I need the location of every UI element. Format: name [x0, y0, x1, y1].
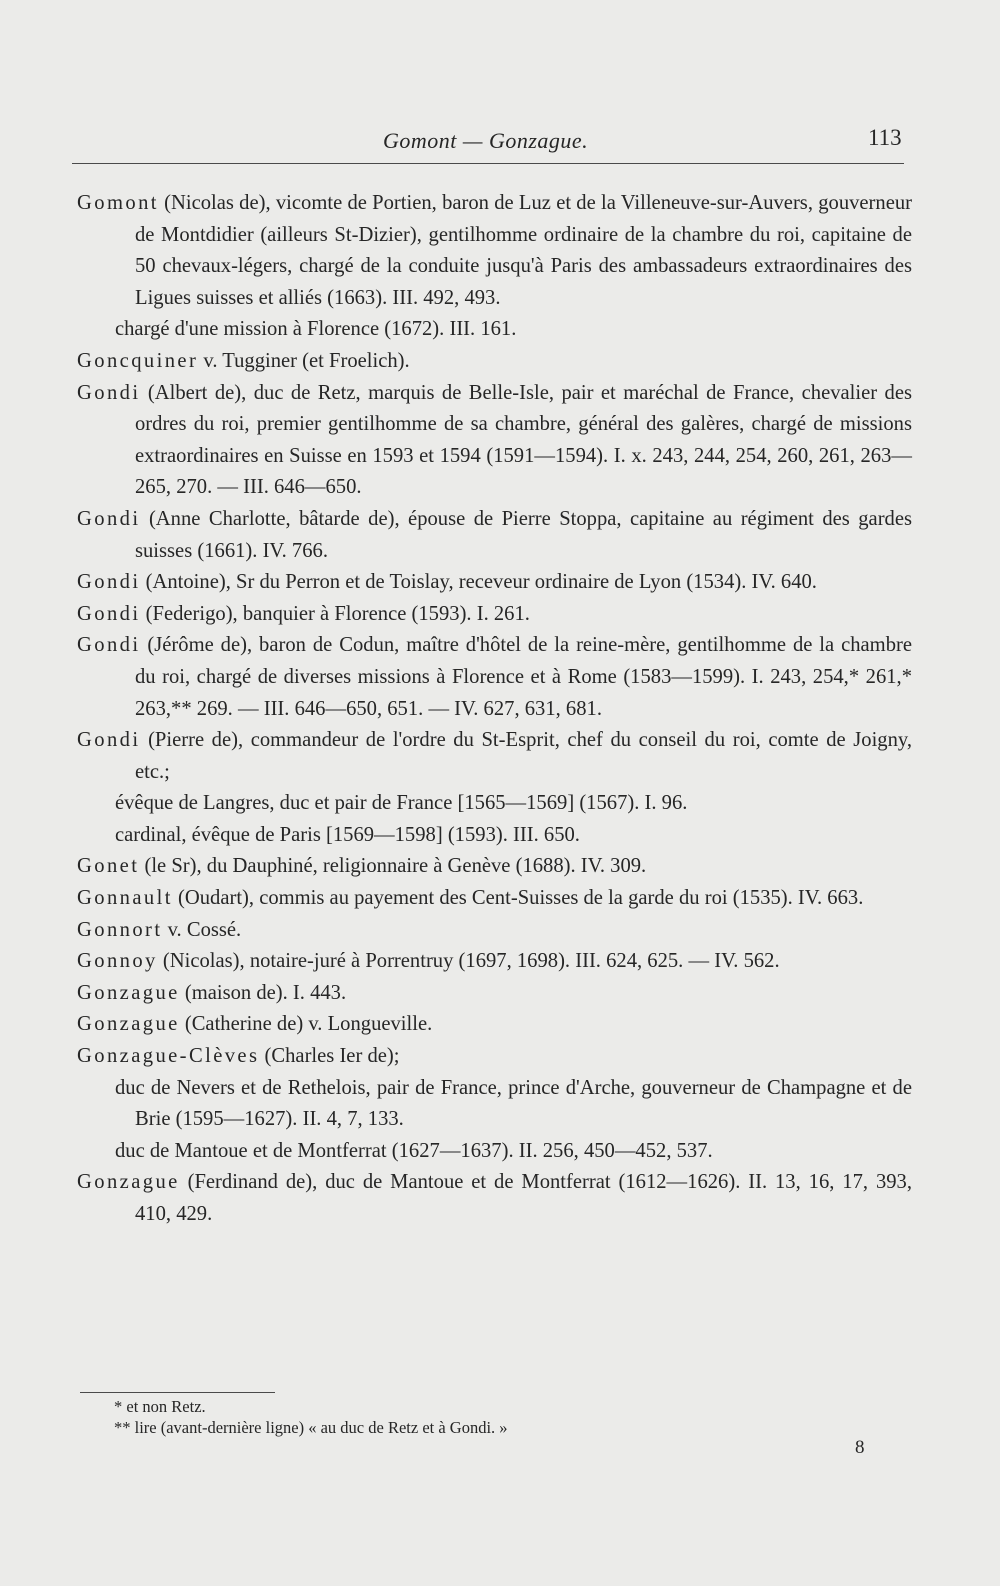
footnote-rule — [80, 1392, 275, 1393]
entry-headword: Gonzague — [77, 981, 180, 1004]
entry-headword: Gonzague — [77, 1013, 180, 1036]
index-entry — [77, 504, 912, 567]
index-subentry: cardinal, évêque de Paris [1569—1598] (1593). III. 650. — [115, 823, 580, 846]
entry-text: (Nicolas), notaire-juré à Porrentruy (1697, 1698). III. 624, 625. — IV. 562. — [157, 950, 780, 973]
entry-text: (Pierre de), commandeur de l'ordre du St-Esprit, chef du conseil du roi, comte de Joigny, etc.; — [135, 729, 912, 783]
index-entry — [77, 915, 912, 947]
index-subentry: évêque de Langres, duc et pair de France [1565—1569] (1567). I. 96. — [115, 792, 688, 815]
index-entry — [77, 883, 912, 915]
entry-text: (Albert de), duc de Retz, marquis de Belle-Isle, pair et maréchal de France, chevalier des ordres du roi, premier gentilhomme de sa chambre, général des galères, chargé de missions extraordinaires en Suisse en 1593 et 1594 (1591—1594). I. x. 243, 244, 254, 260, 261, 263—265, 270. — III. 646—650. — [135, 381, 912, 499]
entry-headword: Gondi — [77, 602, 141, 625]
entry-headword: Gonzague — [77, 1171, 180, 1194]
entry-headword: Gomont — [77, 192, 159, 214]
entry-headword: Gonnault — [77, 887, 173, 910]
index-entry — [77, 1167, 912, 1230]
page-header — [0, 118, 1000, 158]
index-entry — [77, 978, 912, 1010]
entry-text: (le Sr), du Dauphiné, religionnaire à Genève (1688). IV. 309. — [139, 855, 647, 878]
entry-headword: Gonzague-Clèves — [77, 1045, 260, 1068]
entry-text: v. Cossé. — [162, 918, 242, 941]
index-entry — [77, 378, 912, 504]
index-entry — [77, 1009, 912, 1041]
running-title: Gomont — Gonzague. — [383, 128, 589, 153]
index-entry — [77, 1041, 912, 1073]
footnotes — [114, 1396, 508, 1438]
entry-headword: Gonet — [77, 855, 140, 878]
entry-text: (Ferdinand de), duc de Mantoue et de Montferrat (1612—1626). II. 13, 16, 17, 393, 410, 429. — [135, 1171, 912, 1225]
index-entry — [77, 567, 912, 599]
entry-text: (Antoine), Sr du Perron et de Toislay, receveur ordinaire de Lyon (1534). IV. 640. — [140, 571, 817, 594]
entry-text: (Nicolas de), vicomte de Portien, baron de Luz et de la Villeneuve-sur-Auvers, gouverneur de Montdidier (ailleurs St-Dizier), gentilhomme ordinaire de la chambre du roi, capitaine de 50 chevaux-légers, chargé de la conduite jusqu'à Paris des ambassadeurs extraordinaires des Ligues suisses et alliés (1663). III. 492, 493. — [135, 192, 912, 309]
page-number: 113 — [868, 125, 902, 150]
index-subentry: duc de Mantoue et de Montferrat (1627—1637). II. 256, 450—452, 537. — [115, 1139, 713, 1162]
entry-text: (Federigo), banquier à Florence (1593). I. 261. — [140, 602, 530, 625]
entry-headword: Gondi — [77, 729, 141, 752]
footnote: ** lire (avant-dernière ligne) « au duc de Retz et à Gondi. » — [114, 1418, 508, 1437]
index-entry — [77, 346, 912, 378]
index-entries — [77, 188, 912, 1231]
entry-headword: Goncquiner — [77, 349, 199, 372]
entry-text: (Jérôme de), baron de Codun, maître d'hôtel de la reine-mère, gentilhomme de la chambre du roi, chargé de diverses missions à Florence et à Rome (1583—1599). I. 243, 254,* 261,* 263,** 269. — III. 646—650, 651. — IV. 627, 631, 681. — [135, 634, 912, 720]
index-entry — [77, 630, 912, 725]
entry-headword: Gondi — [77, 507, 141, 530]
index-entry — [77, 946, 912, 978]
entry-text: (Catherine de) v. Longueville. — [179, 1013, 433, 1036]
entry-headword: Gondi — [77, 381, 141, 404]
signature-mark: 8 — [855, 1437, 865, 1458]
entry-text: (Charles Ier de); — [259, 1045, 400, 1068]
entry-headword: Gondi — [77, 571, 141, 594]
header-rule — [72, 163, 904, 164]
index-entry — [77, 851, 912, 883]
index-entry — [77, 725, 912, 788]
index-entry — [77, 188, 912, 314]
entry-headword: Gonnort — [77, 918, 163, 941]
index-entry — [77, 599, 912, 631]
entry-text: v. Tugginer (et Froelich). — [198, 349, 410, 372]
footnote: * et non Retz. — [114, 1397, 206, 1416]
entry-text: (maison de). I. 443. — [179, 981, 347, 1004]
entry-text: (Oudart), commis au payement des Cent-Suisses de la garde du roi (1535). IV. 663. — [172, 887, 864, 910]
entry-text: (Anne Charlotte, bâtarde de), épouse de Pierre Stoppa, capitaine au régiment des gardes suisses (1661). IV. 766. — [135, 507, 912, 562]
index-subentry: chargé d'une mission à Florence (1672). III. 161. — [115, 318, 517, 341]
index-subentry: duc de Nevers et de Rethelois, pair de France, prince d'Arche, gouverneur de Champagne et de Brie (1595—1627). II. 4, 7, 133. — [115, 1076, 912, 1131]
entry-headword: Gondi — [77, 634, 141, 657]
entry-headword: Gonnoy — [77, 950, 158, 973]
